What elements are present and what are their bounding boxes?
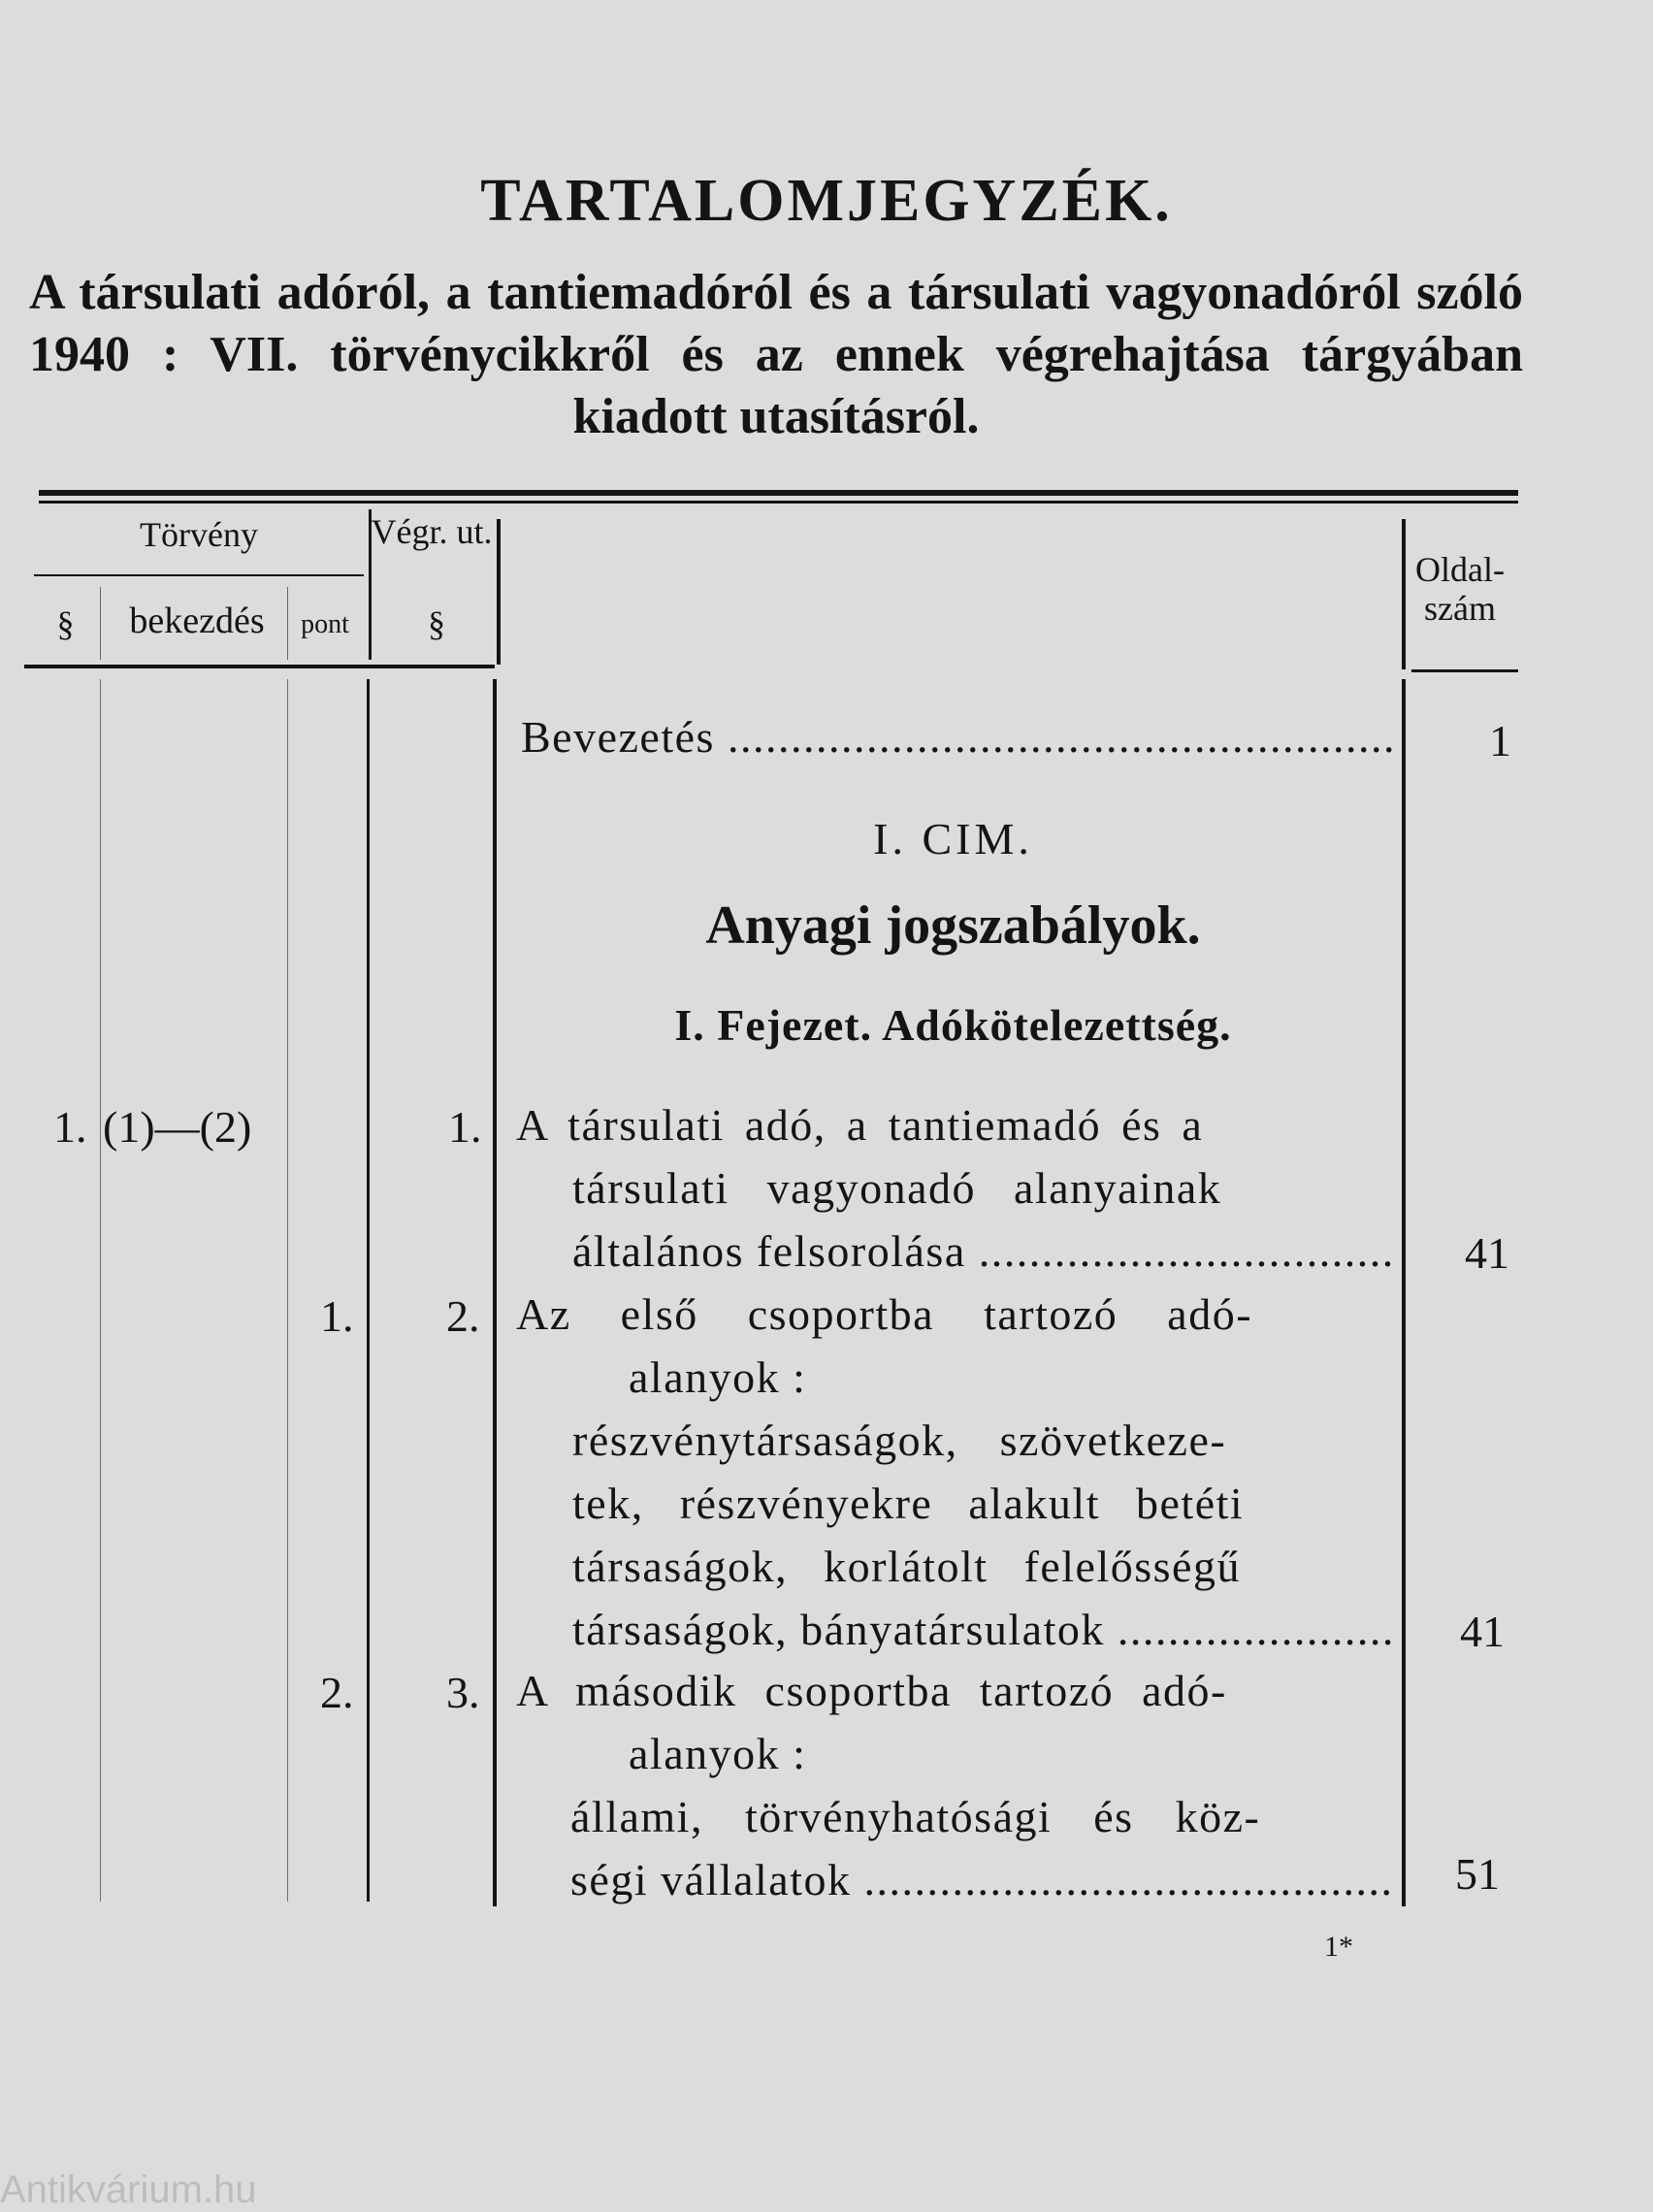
col-rule-3 bbox=[369, 509, 372, 660]
row3-line1: A második csoportba tartozó adó- bbox=[516, 1666, 1227, 1715]
watermark: Antikvárium.hu bbox=[0, 2168, 257, 2211]
bevezetes-entry bbox=[521, 711, 1399, 763]
row3-vegr: 3. bbox=[446, 1668, 480, 1717]
row3-pont: 2. bbox=[320, 1668, 354, 1717]
document-subtitle: A társulati adóról, a tantiemadóról és a társulati vagyonadóról szóló 1940 : VII. törvénycikkről és az ennek végrehajtása tárgyában kiadott utasításról. bbox=[29, 265, 1523, 444]
body-col-rule-1 bbox=[100, 679, 101, 1902]
body-col-rule-4 bbox=[493, 679, 497, 1906]
row2-line1: Az első csoportba tartozó adó- bbox=[516, 1289, 1253, 1339]
bevezetes-text: Bevezetés bbox=[521, 712, 715, 762]
header-bekezdes: bekezdés bbox=[129, 601, 265, 641]
col-rule-4 bbox=[497, 519, 501, 665]
row1-vegr: 1. bbox=[448, 1102, 482, 1152]
row1-line2: társulati vagyonadó alanyainak bbox=[572, 1163, 1222, 1213]
row1-bekezdes: (1)—(2) bbox=[103, 1102, 252, 1152]
row2-line2: alanyok : bbox=[629, 1352, 807, 1402]
body-col-rule-2 bbox=[287, 679, 288, 1902]
row3-line4-text: ségi vállalatok bbox=[570, 1855, 852, 1904]
fejezet-heading: I. Fejezet. Adókötelezettség. bbox=[674, 1000, 1232, 1050]
col-rule-2 bbox=[287, 587, 288, 660]
row2-line3: részvénytársaságok, szövetkeze- bbox=[572, 1415, 1227, 1465]
header-double-rule-top bbox=[39, 490, 1518, 496]
row2-line4: tek, részvényekre alakult betéti bbox=[572, 1479, 1245, 1528]
body-col-rule-3 bbox=[367, 679, 370, 1902]
row1-line3 bbox=[572, 1225, 1395, 1277]
row1-line3-text: általános felsorolása bbox=[572, 1226, 966, 1276]
header-vegr-paragraph: § bbox=[428, 604, 445, 643]
header-bottom-rule-left bbox=[24, 665, 495, 668]
header-torveny-rule bbox=[34, 574, 364, 576]
row1-paragraph: 1. bbox=[53, 1102, 87, 1152]
header-bottom-rule-right bbox=[1411, 669, 1518, 672]
col-rule-5 bbox=[1402, 519, 1406, 669]
bevezetes-page: 1 bbox=[1489, 716, 1511, 765]
row2-vegr: 2. bbox=[446, 1291, 480, 1341]
row1-page: 41 bbox=[1465, 1228, 1509, 1278]
row3-line4 bbox=[570, 1854, 1395, 1905]
cim-heading: I. CIM. bbox=[873, 814, 1033, 863]
row2-pont: 1. bbox=[320, 1291, 354, 1341]
header-double-rule-bottom bbox=[39, 501, 1518, 504]
footer-signature-mark: 1* bbox=[1324, 1931, 1353, 1963]
row2-line6 bbox=[572, 1604, 1395, 1655]
row3-line2: alanyok : bbox=[629, 1729, 807, 1778]
header-paragraph: § bbox=[56, 604, 75, 643]
row2-page: 41 bbox=[1460, 1607, 1505, 1656]
header-torveny: Törvény bbox=[140, 515, 258, 554]
row3-line3: állami, törvényhatósági és köz- bbox=[570, 1792, 1261, 1841]
row1-line1: A társulati adó, a tantiemadó és a bbox=[516, 1100, 1204, 1150]
row2-line5: társaságok, korlátolt felelősségű bbox=[572, 1542, 1241, 1591]
header-vegr-ut-label: Végr. ut. bbox=[371, 512, 493, 551]
header-vegr-ut bbox=[369, 514, 495, 549]
header-szam: szám bbox=[1424, 589, 1496, 628]
row2-line6-text: társaságok, bányatársulatok bbox=[572, 1605, 1105, 1654]
row3-page: 51 bbox=[1455, 1849, 1500, 1899]
page-title: TARTALOMJEGYZÉK. bbox=[480, 168, 1173, 234]
header-oldal: Oldal- bbox=[1415, 550, 1505, 589]
anyagi-heading: Anyagi jogszabályok. bbox=[705, 895, 1201, 956]
header-pont: pont bbox=[301, 609, 349, 639]
col-rule-1 bbox=[100, 587, 101, 660]
body-col-rule-5 bbox=[1402, 679, 1406, 1906]
